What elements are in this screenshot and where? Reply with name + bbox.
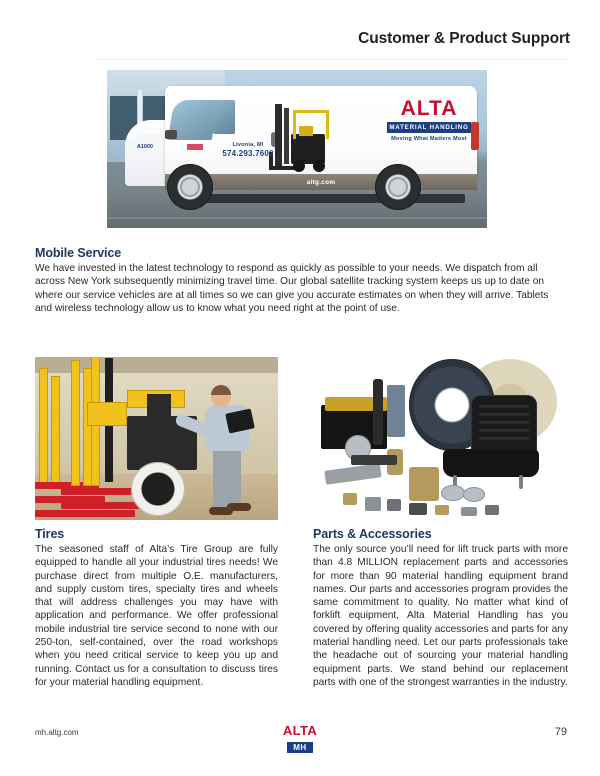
tires-heading: Tires [35, 527, 65, 541]
footer-alta-mh-logo [272, 724, 328, 755]
small-part [387, 499, 401, 511]
gasket-plate [387, 385, 405, 437]
friction-washer [463, 487, 485, 502]
seat-rib [479, 405, 529, 408]
linkage-arm [351, 455, 397, 465]
van-contact-info [193, 142, 303, 158]
van-city: Livonia, MI [232, 142, 264, 148]
small-part [485, 505, 499, 515]
service-van [125, 86, 477, 210]
forklift-drive-tire [131, 462, 185, 516]
pavement-line [107, 217, 487, 219]
page-header [0, 30, 600, 60]
small-part [343, 493, 357, 505]
small-part [409, 503, 427, 515]
footer-website[interactable]: mh.altg.com [35, 728, 79, 737]
tires-section [35, 357, 278, 689]
tires-photo [35, 357, 278, 520]
steel-bar [324, 463, 381, 485]
material-handling-bar: MATERIAL HANDLING [387, 122, 471, 133]
small-part [461, 507, 477, 516]
technician-shoe [227, 503, 251, 511]
parts-body: The only source you’ll need for lift truck parts with more than 4.8 MILLION replacement parts and accessories for more than 90 material handling equipment brand names. Our parts and accessories program provides the same commitment to quality. No matter what kind of forklift equipment, Alta Material Handling has you covered by offering quality accessories and parts for any material handling need. Let our parts professionals take the headache out of sourcing your material handling equipment parts. We stand behind our replacement parts with one of the strongest warranties in the industry. [313, 544, 568, 688]
van-phone: 574.293.7600 [222, 149, 274, 158]
forklift-wheel [313, 160, 325, 172]
forklift-carriage [87, 402, 127, 426]
tires-text [35, 527, 278, 689]
mobile-service-section [35, 246, 568, 315]
van-rear-tire [375, 164, 421, 210]
forklift-mast [71, 360, 80, 486]
seat-rib [479, 413, 529, 416]
van-unit-number: A1000 [137, 144, 153, 150]
small-part [435, 505, 449, 515]
forklift-fork [61, 488, 135, 495]
page-footer [0, 724, 600, 758]
side-mirror [165, 130, 177, 139]
parts-section [313, 357, 568, 689]
seat-rib [479, 437, 529, 440]
forklift-seat-back [471, 395, 537, 457]
van-website: altg.com [306, 179, 336, 186]
alta-tagline: Moving What Matters Most [391, 136, 467, 142]
small-part [365, 497, 381, 511]
wheel-hub [180, 177, 200, 197]
forklift-fork [61, 502, 141, 509]
alta-wordmark: ALTA [400, 97, 458, 120]
seat-leg [519, 475, 523, 489]
technician-legs [213, 447, 241, 509]
side-window [213, 100, 235, 134]
page-number: 79 [554, 726, 567, 738]
mobile-service-van-photo [107, 70, 487, 228]
van-rocker-panel [181, 194, 465, 203]
parts-heading: Parts & Accessories [313, 527, 432, 541]
forklift-mast [51, 376, 60, 486]
mh-badge: MH [287, 742, 312, 753]
wheel-hub [388, 177, 408, 197]
parts-photo [313, 357, 568, 520]
page-title: Customer & Product Support [358, 30, 570, 47]
mobile-service-heading: Mobile Service [35, 246, 122, 260]
friction-washer [441, 485, 465, 501]
tires-body: The seasoned staff of Alta’s Tire Group are fully equipped to handle all your industrial tires needs! We purchase direct from multiple O.E. manufacturers, and supply custom tires, specialty tires and wheels that will address challenges you may have with application and performance. We offer professional mobile industrial tire service second to none with our 250-ton, self-contained, over the road workshops when you need critical service to keep you up and running. Contact us for a consultation to discuss tires for your material handling equipment. [35, 544, 278, 688]
mobile-service-body: We have invested in the latest technology to respond as quickly as possible to your needs. We dispatch from all across New York subsequently minimizing travel time. Our global satellite tracking system keeps us up to date on where our service vehicles are at all times so we can give you accurate estimates on when they will arrive. Tablets and wireless technology allow us to know what you need right at the point of use. [35, 263, 549, 314]
seat-rib [479, 429, 529, 432]
parts-text [313, 527, 568, 689]
brass-pump [409, 467, 439, 501]
forklift-fork [35, 510, 135, 517]
forklift-seat [299, 126, 313, 136]
seat-rib [479, 421, 529, 424]
forklift-seat-base [443, 449, 539, 477]
hydraulic-cylinder [373, 379, 383, 445]
forklift-wheel [293, 160, 305, 172]
van-front-tire [167, 164, 213, 210]
alta-wordmark: ALTA [282, 723, 318, 738]
forklift-seat [147, 394, 171, 420]
forklift-graphic [269, 104, 331, 176]
taillight [471, 122, 479, 150]
van-alta-logo [387, 98, 471, 142]
header-divider [95, 59, 570, 60]
forklift-mast [39, 368, 48, 486]
